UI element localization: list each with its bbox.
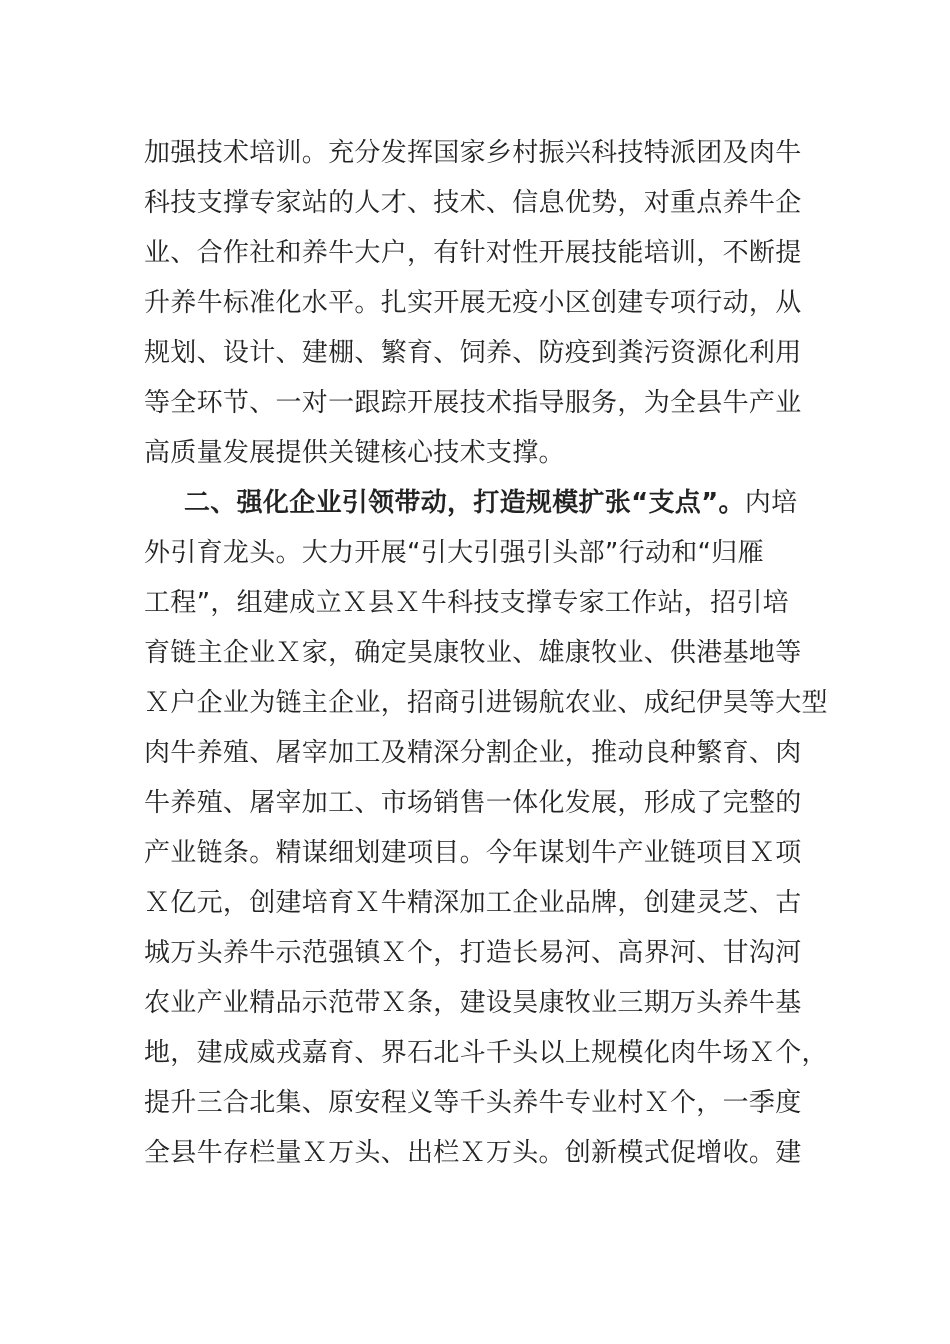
text-line: Ｘ户企业为链主企业，招商引进锡航农业、成纪伊昊等大型: [144, 688, 828, 718]
text-line: 产业链条。精谋细划建项目。今年谋划牛产业链项目Ｘ项: [144, 838, 802, 868]
text-line: 城万头养牛示范强镇Ｘ个，打造长易河、高界河、甘沟河: [144, 938, 802, 968]
text-line: 外引育龙头。大力开展“引大引强引头部”行动和“归雁: [144, 538, 764, 568]
text-line: 高质量发展提供关键核心技术支撑。: [144, 438, 565, 468]
text-line: 提升三合北集、原安程义等千头养牛专业村Ｘ个，一季度: [144, 1088, 802, 1118]
section-heading: 二、强化企业引领带动，打造规模扩张“支点”。: [184, 488, 745, 518]
text-line: 规划、设计、建棚、繁育、饲养、防疫到粪污资源化利用: [144, 338, 802, 368]
text-line: Ｘ亿元，创建培育Ｘ牛精深加工企业品牌，创建灵芝、古: [144, 888, 802, 918]
text-line: 加强技术培训。充分发挥国家乡村振兴科技特派团及肉牛: [144, 138, 802, 168]
text-line: 肉牛养殖、屠宰加工及精深分割企业，推动良种繁育、肉: [144, 738, 802, 768]
text-line: 农业产业精品示范带Ｘ条，建设昊康牧业三期万头养牛基: [144, 988, 802, 1018]
text-line: 科技支撑专家站的人才、技术、信息优势，对重点养牛企: [144, 188, 802, 218]
text-line: 牛养殖、屠宰加工、市场销售一体化发展，形成了完整的: [144, 788, 802, 818]
text-line: 升养牛标准化水平。扎实开展无疫小区创建专项行动，从: [144, 288, 802, 318]
body-text: [144, 128, 844, 1178]
text-line: 工程”，组建成立Ｘ县Ｘ牛科技支撑专家工作站，招引培: [144, 588, 789, 618]
text-line: 全县牛存栏量Ｘ万头、出栏Ｘ万头。创新模式促增收。建: [144, 1138, 802, 1168]
section-heading-line: [144, 478, 844, 528]
heading-continuation: 内培: [744, 488, 798, 518]
text-line: 等全环节、一对一跟踪开展技术指导服务，为全县牛产业: [144, 388, 802, 418]
text-line: 地，建成威戎嘉育、界石北斗千头以上规模化肉牛场Ｘ个，: [144, 1038, 828, 1068]
text-line: 育链主企业Ｘ家，确定昊康牧业、雄康牧业、供港基地等: [144, 638, 802, 668]
text-line: 业、合作社和养牛大户，有针对性开展技能培训，不断提: [144, 238, 802, 268]
